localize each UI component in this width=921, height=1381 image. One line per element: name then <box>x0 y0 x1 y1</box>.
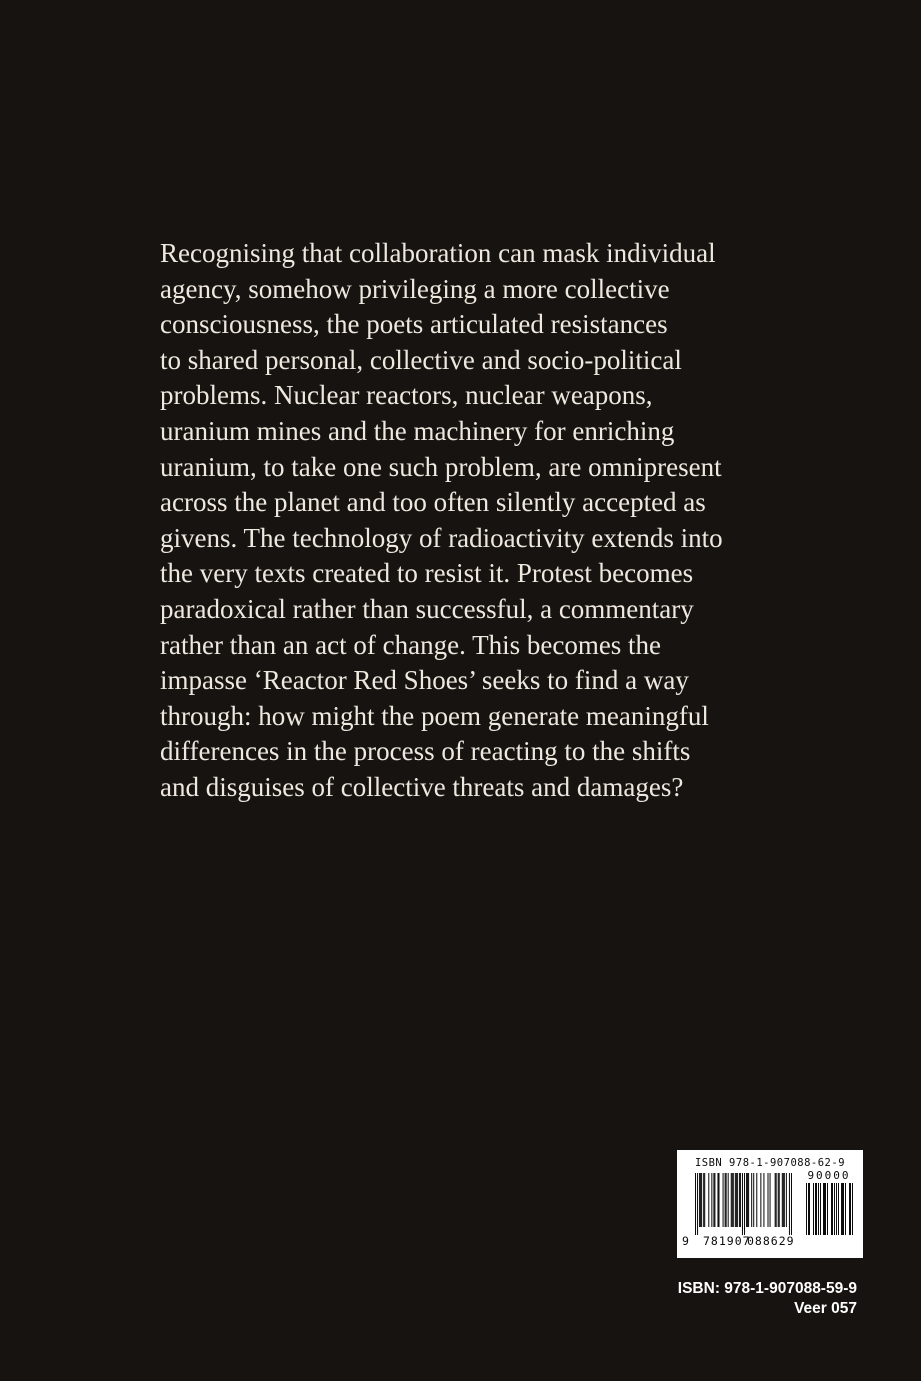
barcode-digit-group-2: 088629 <box>747 1234 795 1248</box>
blurb-text <box>160 236 820 806</box>
barcode-bar <box>732 1173 733 1227</box>
barcode-bar <box>744 1173 745 1235</box>
blurb-line: and disguises of collective threats and damages? <box>160 771 684 802</box>
barcode-bar <box>770 1173 771 1227</box>
barcode-bar <box>841 1183 842 1235</box>
barcode-bar <box>736 1173 737 1227</box>
barcode-bar <box>818 1183 819 1235</box>
barcode-bar <box>725 1173 726 1227</box>
barcode-panel <box>677 1150 863 1258</box>
barcode-bar <box>737 1173 738 1227</box>
barcode-bar <box>728 1173 729 1227</box>
blurb-line: through: how might the poem generate meaningful <box>160 700 709 731</box>
barcode-bar <box>697 1173 698 1235</box>
barcode-bar <box>778 1173 779 1227</box>
barcode-bar <box>820 1183 821 1235</box>
barcode-bar <box>809 1183 810 1235</box>
barcode-bar <box>815 1183 816 1235</box>
barcode-bar <box>789 1173 790 1235</box>
barcode-bar <box>767 1173 768 1227</box>
barcode-bar <box>849 1183 850 1235</box>
barcode-bar <box>784 1173 785 1227</box>
barcode-bar <box>739 1173 740 1227</box>
barcode-bar <box>838 1183 839 1235</box>
barcode-bar <box>813 1183 814 1235</box>
barcode-bar <box>836 1183 837 1235</box>
barcode-bar <box>775 1173 776 1227</box>
barcode-bar <box>753 1173 754 1227</box>
barcode-bar <box>816 1183 817 1235</box>
barcode-bar <box>824 1183 825 1235</box>
barcode-bar <box>746 1173 747 1227</box>
barcode-bar <box>701 1173 702 1227</box>
barcode-bar <box>751 1173 752 1227</box>
barcode-isbn-label: ISBN 978-1-907088-62-9 <box>694 1157 846 1169</box>
barcode-bar <box>791 1173 792 1235</box>
blurb-line: the very texts created to resist it. Protest becomes <box>160 558 694 589</box>
barcode-bar <box>831 1183 832 1235</box>
barcode-bar <box>708 1173 709 1227</box>
barcode-bar <box>756 1173 757 1227</box>
barcode-bar <box>832 1183 833 1235</box>
barcode-bar <box>699 1173 700 1227</box>
barcode-bar <box>806 1183 807 1235</box>
barcode-bar <box>718 1173 719 1227</box>
isbn-text: ISBN: 978-1-907088-59-9 <box>677 1280 857 1297</box>
barcode-bar <box>842 1183 843 1235</box>
barcode-bar <box>783 1173 784 1227</box>
barcode-bar <box>714 1173 715 1227</box>
barcode-bar <box>713 1173 714 1227</box>
blurb-line: agency, somehow privileging a more collective <box>160 273 670 304</box>
barcode-bar <box>700 1173 701 1227</box>
barcode-bar <box>735 1173 736 1227</box>
blurb-line: problems. Nuclear reactors, nuclear weapons, <box>160 380 653 411</box>
barcode-digits <box>677 1234 863 1248</box>
blurb-line: givens. The technology of radioactivity extends into <box>160 522 723 553</box>
footer-isbn-block <box>678 1279 857 1319</box>
barcode-bar <box>703 1173 704 1227</box>
barcode-bar <box>704 1173 705 1227</box>
blurb-line: uranium mines and the machinery for enriching <box>160 415 675 446</box>
barcode-bar <box>748 1173 749 1227</box>
blurb-line: across the planet and too often silently accepted as <box>160 487 706 518</box>
barcode-bar <box>823 1183 824 1235</box>
blurb-line: rather than an act of change. This becomes the <box>160 629 662 660</box>
barcode-bar <box>726 1173 727 1227</box>
barcode-bar <box>747 1173 748 1227</box>
barcode-bar <box>827 1183 828 1235</box>
blurb-line: Recognising that collaboration can mask individual <box>160 238 716 268</box>
imprint-text: Veer 057 <box>794 1300 857 1317</box>
barcode-bar <box>834 1183 835 1235</box>
blurb-line: paradoxical rather than successful, a commentary <box>160 593 694 624</box>
barcode-addon-label: 90000 <box>807 1169 851 1182</box>
barcode-bar <box>760 1173 761 1227</box>
barcode-bar <box>845 1183 846 1235</box>
barcode-main-bars <box>695 1173 792 1235</box>
barcode-digit-lead: 9 <box>682 1234 690 1248</box>
barcode-addon-bars <box>805 1183 853 1235</box>
barcode-bar <box>763 1173 764 1227</box>
barcode-bar <box>786 1173 787 1227</box>
barcode-bar <box>825 1183 826 1235</box>
barcode-bar <box>850 1183 851 1235</box>
blurb-line: impasse ‘Reactor Red Shoes’ seeks to find a way <box>160 665 689 696</box>
barcode-digit-group-1: 781907 <box>703 1234 751 1248</box>
barcode-bar <box>843 1183 844 1235</box>
blurb-line: uranium, to take one such problem, are omnipresent <box>160 451 722 482</box>
barcode-bar <box>733 1173 734 1227</box>
barcode-bar <box>740 1173 741 1227</box>
barcode-bar <box>776 1173 777 1227</box>
blurb-line: consciousness, the poets articulated resistances <box>160 309 668 340</box>
blurb-line: to shared personal, collective and socio-political <box>160 344 682 375</box>
barcode-bar <box>742 1173 743 1235</box>
barcode-bar <box>711 1173 712 1227</box>
barcode-bar <box>808 1183 809 1235</box>
barcode-bar <box>779 1173 780 1227</box>
barcode-bar <box>717 1173 718 1227</box>
barcode-bar <box>731 1173 732 1227</box>
blurb-line: differences in the process of reacting to the shifts <box>160 736 691 767</box>
barcode-bar <box>695 1173 696 1235</box>
barcode-bar <box>723 1173 724 1227</box>
barcode-bar <box>782 1173 783 1227</box>
barcode-bar <box>852 1183 853 1235</box>
